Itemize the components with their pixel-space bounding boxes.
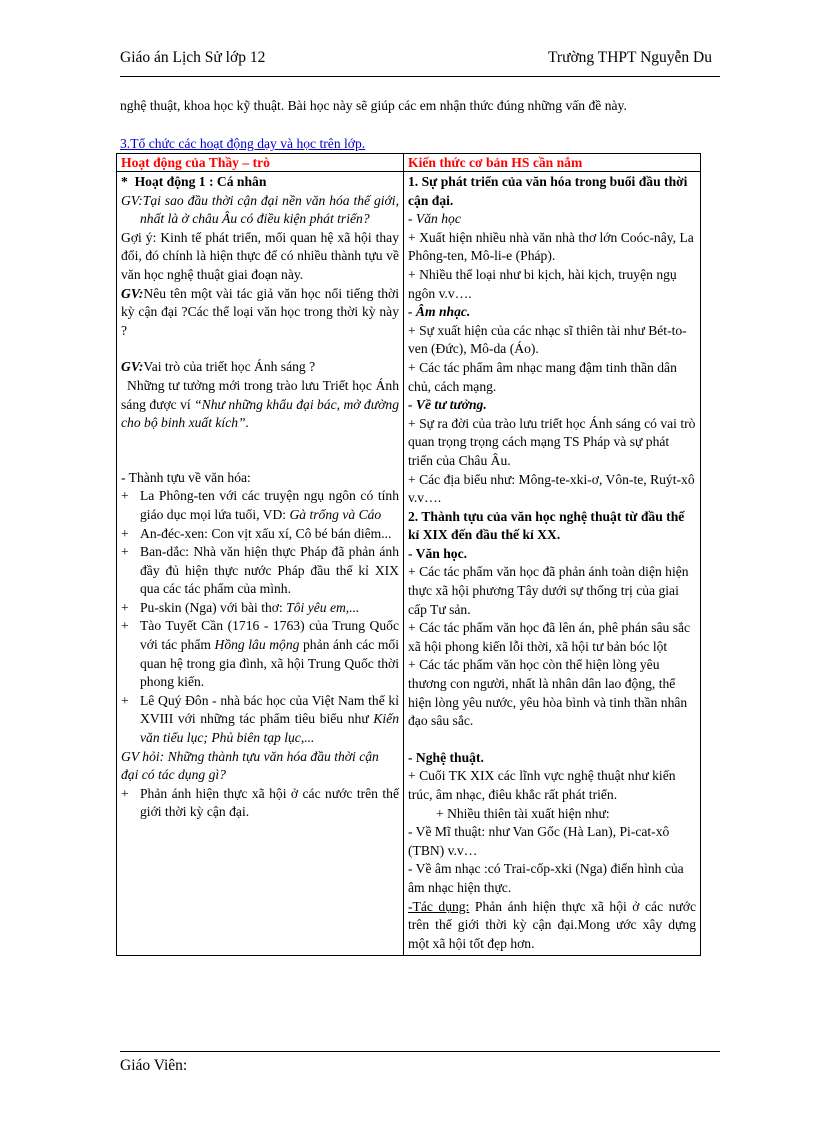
knowledge-item: - Về âm nhạc :có Trai-cốp-xki (Nga) điển hình của âm nhạc hiện thực. (408, 861, 684, 895)
achievements-intro: - Thành tựu về văn hóa: (121, 469, 251, 485)
lesson-table (116, 153, 701, 956)
ideology-label: - Về tư tưởng. (408, 397, 487, 413)
section-title: 3.Tổ chức các hoạt động dạy và học trên lớp. (120, 136, 366, 151)
knowledge-item: + Nhiều thiên tài xuất hiện như: (436, 805, 610, 821)
intro-paragraph: nghệ thuật, khoa học kỹ thuật. Bài học này sẽ giúp các em nhận thức đúng những vấn đề này. (120, 98, 627, 113)
gv-question-3: GV:Vai trò của triết học Ánh sáng ? (121, 359, 316, 375)
table-header-row (117, 154, 701, 172)
hint-paragraph: Gợi ý: Kinh tế phát triển, mối quan hệ xã hội thay đổi, đó chính là hiện thực để có nhiều thành tựu về văn học nghệ thuật giai đoạn này. (121, 229, 399, 282)
knowledge-item: + Các tác phẩm văn học còn thể hiện lòng yêu thương con người, nhất là nhân dân lao động, thể hiện lòng yêu nước, yêu hòa bình và tinh thần nhân đạo sâu sắc. (408, 657, 688, 729)
knowledge-item: + Các tác phẩm văn học đã phản ánh toàn diện hiện thực xã hội phương Tây dưới sự thống trị của giai cấp Tư sản. (408, 564, 689, 617)
activity-marker: * (121, 174, 128, 189)
knowledge-cell (404, 172, 701, 956)
literature-2-label: - Văn học. (408, 545, 468, 561)
header-course-title: Giáo án Lịch Sử lớp 12 (120, 49, 266, 66)
list-item: + La Phông-ten với các truyện ngụ ngôn có tính giáo dục mọi lứa tuổi, VD: Gà trống và Cáo (121, 488, 399, 522)
list-item: + Ban-dắc: Nhà văn hiện thực Pháp đã phản ánh đầy đủ hiện thực nước Pháp đầu thế kỉ XIX qua các tác phẩm của mình. (121, 544, 399, 597)
gv-question-1: GV:Tại sao đầu thời cận đại nền văn hóa thế giới, nhất là ở châu Âu có điều kiện phát triển? (121, 192, 399, 227)
col-header-knowledge: Kiến thức cơ bản HS cần nắm (404, 154, 701, 172)
section-1-title: 1. Sự phát triển của văn hóa trong buổi đầu thời cận đại. (408, 174, 688, 208)
enlightenment-paragraph: Những tư tưởng mới trong trào lưu Triết học Ánh sáng được ví “Như những khẩu đại bác, mở đường cho bộ binh xuất kích”. (121, 377, 399, 431)
art-label: - Nghệ thuật. (408, 749, 484, 765)
gv-question-2: GV:Nêu tên một vài tác giả văn học nổi tiếng thời kỳ cận đại ?Các thể loại văn học trong thời kỳ này ? (121, 285, 399, 338)
gv-question-4: GV hỏi: Những thành tựu văn hóa đầu thời cận đại có tác dụng gì? (121, 748, 379, 783)
footer-divider (120, 1051, 720, 1052)
knowledge-item: + Các địa biểu như: Mông-te-xki-ơ, Vôn-te, Ruýt-xô v.v…. (408, 471, 695, 506)
table-row (117, 172, 701, 956)
knowledge-item: + Sự xuất hiện của các nhạc sĩ thiên tài như Bét-to-ven (Đức), Mô-da (Áo). (408, 322, 687, 357)
knowledge-item: + Nhiều thể loại như bi kịch, hài kịch, truyện ngụ ngôn v.v…. (408, 266, 677, 301)
list-item: + Lê Quý Đôn - nhà bác học của Việt Nam thế kỉ XVIII với những tác phẩm tiêu biểu như Kiến văn tiểu lục; Phủ biên tạp lục,... (121, 692, 399, 746)
knowledge-item: + Các tác phẩm âm nhạc mang đậm tinh thần dân chủ, cách mạng. (408, 359, 677, 394)
knowledge-item: + Các tác phẩm văn học đã lên án, phê phán sâu sắc xã hội phong kiến lỗi thời, xã hội tư bản bóc lột (408, 620, 691, 654)
header-divider (120, 76, 720, 77)
footer-teacher: Giáo Viên: (120, 1057, 188, 1074)
knowledge-item: + Cuối TK XIX các lĩnh vực nghệ thuật như kiến trúc, âm nhạc, điêu khắc rất phát triển. (408, 768, 676, 802)
knowledge-item: - Về Mĩ thuật: như Van Gốc (Hà Lan), Pi-cat-xô (TBN) v.v… (408, 824, 670, 858)
header-school-name: Trường THPT Nguyễn Du (547, 49, 712, 66)
list-item: + Phản ánh hiện thực xã hội ở các nước trên thế giới thời kỳ cận đại. (121, 785, 399, 820)
list-item: + Tào Tuyết Cần (1716 - 1763) của Trung Quốc với tác phẩm Hồng lâu mộng phản ánh các mối quan hệ trong gia đình, xã hội Trung Quốc thời phong kiến. (121, 618, 399, 690)
activity-title: Hoạt động 1 : Cá nhân (134, 174, 267, 189)
col-header-activities: Hoạt động của Thầy – trò (117, 154, 404, 172)
literature-label: - Văn học (408, 211, 461, 227)
knowledge-item: + Sự ra đời của trào lưu triết học Ánh sáng có vai trò quan trọng trọng cách mạng TS Pháp và sự phát triển của Châu Âu. (408, 415, 696, 468)
activities-cell (117, 172, 404, 956)
section-2-title: 2. Thành tựu của văn học nghệ thuật từ đầu thế kỉ XIX đến đầu thế kỉ XX. (408, 508, 685, 543)
list-item: + An-đéc-xen: Con vịt xấu xí, Cô bé bán diêm... (121, 525, 392, 541)
effect-paragraph: -Tác dụng: Phản ánh hiện thực xã hội ở các nước trên thế giới thời kỳ cận đại.Mong ước xây dựng một xã hội tốt đẹp hơn. (408, 898, 696, 951)
knowledge-item: + Xuất hiện nhiều nhà văn nhà thơ lớn Coóc-nây, La Phông-ten, Mô-li-e (Pháp). (408, 229, 694, 264)
list-item: + Pu-skin (Nga) với bài thơ: Tôi yêu em,... (121, 599, 360, 615)
activity-heading (121, 173, 399, 192)
music-label: - Âm nhạc. (408, 304, 471, 320)
